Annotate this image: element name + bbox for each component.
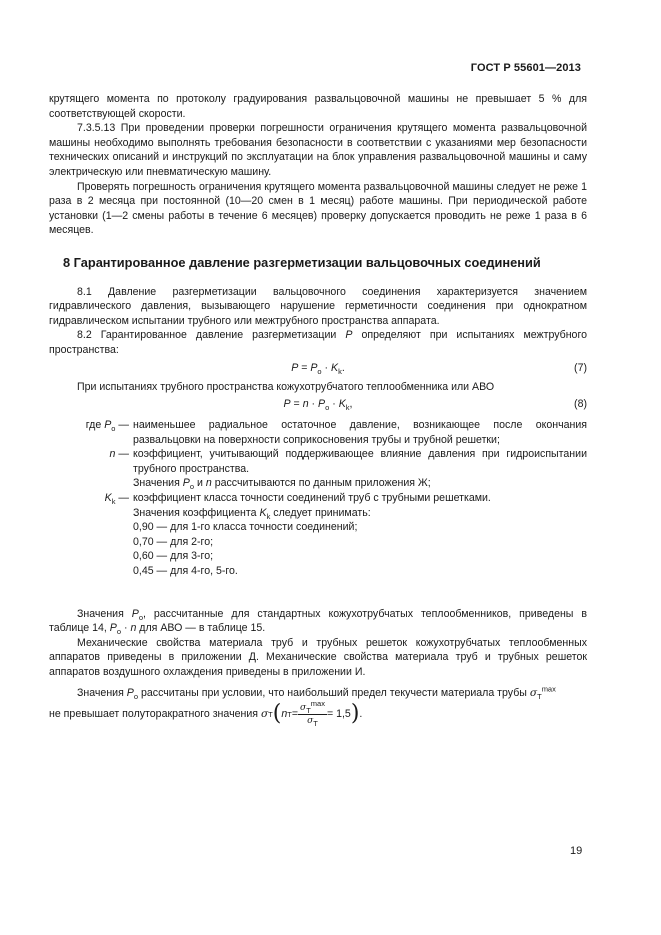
list-item: 0,90 — для 1-го класса точности соединений; (133, 521, 358, 534)
definition-note: Значения $P_о$ и n рассчитываются по данным приложения Ж; (133, 477, 431, 492)
page-number: 19 (570, 845, 583, 857)
definition-note: Значения коэффициента $K_k$ следует принимать: (133, 506, 371, 521)
formula-8: $P = n \cdot P_о \cdot K_k$, (8) (283, 398, 587, 413)
page-body (49, 92, 587, 727)
formula-number: (8) (574, 398, 587, 411)
paragraph: Значения $P_о$, рассчитанные для стандартных кожухотрубчатых теплообменников, приведены в таблице 14, $P_о \cdot n$ для АВО — в таблице 15. (49, 607, 587, 637)
list-item: 0,45 — для 4-го, 5-го. (133, 565, 238, 578)
definition-item: $K_k$ — коэффициент класса точности соединений труб с трубными решетками. (104, 492, 491, 507)
list-item: 0,70 — для 2-го; (133, 535, 214, 548)
formula-number: (7) (574, 361, 587, 374)
definition-item: n — коэффициент, учитывающий поддерживающее влияние давления при гидроиспытании трубного пространства. (109, 448, 587, 475)
section-title: 8 Гарантированное давление разгерметизации вальцовочных соединений (63, 254, 541, 270)
standard-header: ГОСТ Р 55601—2013 (470, 62, 581, 74)
paragraph-8-1: 8.1 Давление разгерметизации вальцовочного соединения характеризуется значением гидравлического давления, вызывающего нарушение герметичности соединения при однократном гидравлическом испытании трубного или межтрубного пространства аппарата. (49, 285, 587, 327)
paragraph: Проверять погрешность ограничения крутящего момента развальцовочной машины следует не реже 1 раза в 2 месяца при постоянной (10—20 смен в 1 месяц) работе машины. При периодической работе установки (1—2 смены работы в течение 6 месяцев) проверку допускается проводить не реже 1 раза в 6 месяцев. (49, 180, 587, 237)
formula-7: $P = P_о \cdot K_k$. (7) (291, 361, 587, 376)
definition-item: где $P_о$ — наименьшее радиальное остаточное давление, возникающее после окончания развальцовки на поверхности соприкосновения трубы и трубной решетки; (85, 419, 587, 446)
yield-condition: не превышает полуторакратного значения σ T ( n T = $\frac{\sigma_T^{max}}{\sigma_T}$ = 1,5 ) . (49, 699, 363, 728)
paragraph: Значения $P_о$ рассчитаны при условии, что наибольший предел текучести материала трубы $\sigma_T^{max}$ (77, 684, 556, 701)
paragraph: крутящего момента по протоколу градуирования развальцовочной машины не превышает 5 % для соответствующей скорости. (49, 93, 587, 120)
paragraph: Механические свойства материала труб и трубных решеток кожухотрубчатых теплообменных аппаратов приведены в приложении Д. Механические свойства материала труб и трубных решеток аппаратов воздушного охлаждения приведены в приложении И. (49, 636, 587, 678)
paragraph: При испытаниях трубного пространства кожухотрубчатого теплообменника или АВО (77, 380, 495, 393)
paragraph: 7.3.5.13 При проведении проверки погрешности ограничения крутящего момента развальцовочной машины необходимо выполнять требования безопасности в соответствии с указаниями мер безопасности технических описаний и инструкций по эксплуатации на блок управления развальцовочной машины и саму электрическую или пневматическую машину. (49, 122, 587, 178)
paragraph-8-2: 8.2 Гарантированное давление разгерметизации P определяют при испытаниях межтрубного пространства: (49, 329, 587, 356)
definitions-list (49, 418, 587, 579)
list-item: 0,60 — для 3-го; (133, 550, 214, 563)
fraction: $\frac{\sigma_T^{max}}{\sigma_T}$ (300, 699, 325, 728)
